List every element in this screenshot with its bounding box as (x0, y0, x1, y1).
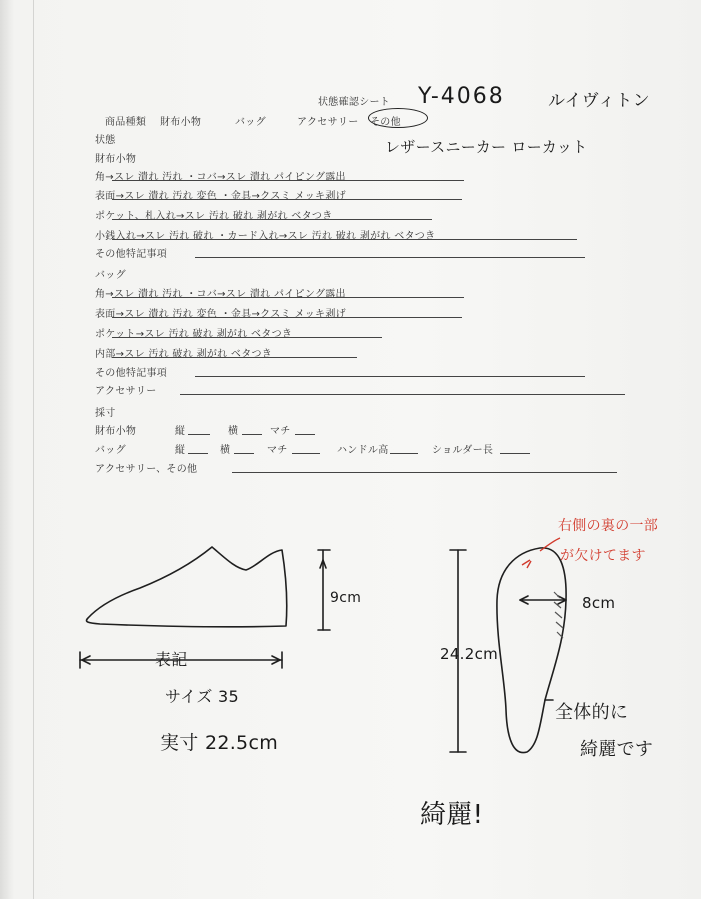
height-measure: 9cm (330, 590, 362, 606)
accessory-condition-label: アクセサリー (95, 386, 157, 397)
sole-width-measure: 8cm (582, 594, 616, 612)
category-other: その他 (370, 117, 401, 128)
wallet-condition-line: 表面→スレ 潰れ 汚れ 変色 ・金具→クスミ メッキ剥げ (95, 191, 346, 202)
product-name: レザースニーカー ローカット (385, 138, 588, 156)
damage-mark (554, 592, 563, 638)
bag-dim-width: 横 (220, 445, 231, 456)
wallet-condition-line: ポケット、札入れ→スレ 汚れ 破れ 剥がれ ベタつき (95, 211, 333, 222)
bag-condition-line: 角→スレ 潰れ 汚れ ・コバ→スレ 潰れ パイピング露出 (95, 289, 346, 300)
wallet-condition-line: 小銭入れ→スレ 汚れ 破れ ・カード入れ→スレ 汚れ 破れ 剥がれ ベタつき (95, 231, 436, 242)
red-note-line-1: 右側の裏の一部 (558, 518, 659, 534)
wallet-dim-depth: マチ (270, 426, 291, 437)
red-note-line-2: が欠けてます (560, 548, 646, 564)
actual-size: 実寸 22.5cm (160, 732, 278, 754)
bag-dim-depth: マチ (267, 445, 288, 456)
overall-note-line-2: 綺麗です (580, 739, 654, 760)
condition-label: 状態 (95, 135, 116, 146)
category-accessory: アクセサリー (297, 117, 359, 128)
wallet-dim-width: 横 (228, 426, 239, 437)
brand-name: ルイヴィトン (548, 91, 650, 111)
accessory-dimensions-label: アクセサリー、その他 (95, 464, 198, 475)
wallet-dimensions-label: 財布小物 (95, 426, 137, 437)
category-wallet: 財布小物 (160, 117, 202, 128)
wallet-condition-label: 財布小物 (95, 154, 137, 165)
wallet-condition-line: 角→スレ 潰れ 汚れ ・コバ→スレ 潰れ パイピング露出 (95, 172, 346, 183)
dimensions-label: 採寸 (95, 408, 116, 419)
red-damage-marker (522, 560, 531, 568)
bag-other-label: その他特記事項 (95, 368, 168, 379)
wallet-dim-height: 縦 (175, 426, 186, 437)
bag-dim-shoulder: ショルダー長 (432, 445, 494, 456)
bag-dim-handle: ハンドル高 (337, 445, 389, 456)
category-bag: バッグ (235, 117, 266, 128)
bag-dimensions-label: バッグ (95, 445, 126, 456)
label-size: サイズ 35 (165, 687, 239, 706)
bag-condition-label: バッグ (95, 270, 126, 281)
category-label: 商品種類 (105, 117, 147, 128)
sheet-title: 状態確認シート (318, 97, 391, 108)
bag-condition-line: 表面→スレ 潰れ 汚れ 変色 ・金具→クスミ メッキ剥げ (95, 309, 346, 320)
sole-length-measure: 24.2cm (440, 645, 499, 663)
bag-condition-line: 内部→スレ 汚れ 破れ 剥がれ ベタつき (95, 349, 273, 360)
overall-note-line-1: 全体的に (555, 702, 629, 723)
label-size-title: 表記 (155, 650, 188, 669)
sneaker-side-sketch (87, 547, 287, 627)
wallet-other-label: その他特記事項 (95, 249, 168, 260)
bag-dim-height: 縦 (175, 445, 186, 456)
bag-condition-line: ポケット→スレ 汚れ 破れ 剥がれ ベタつき (95, 329, 293, 340)
item-code: Y-4068 (418, 84, 505, 109)
summary-note: 綺麗! (420, 800, 484, 830)
